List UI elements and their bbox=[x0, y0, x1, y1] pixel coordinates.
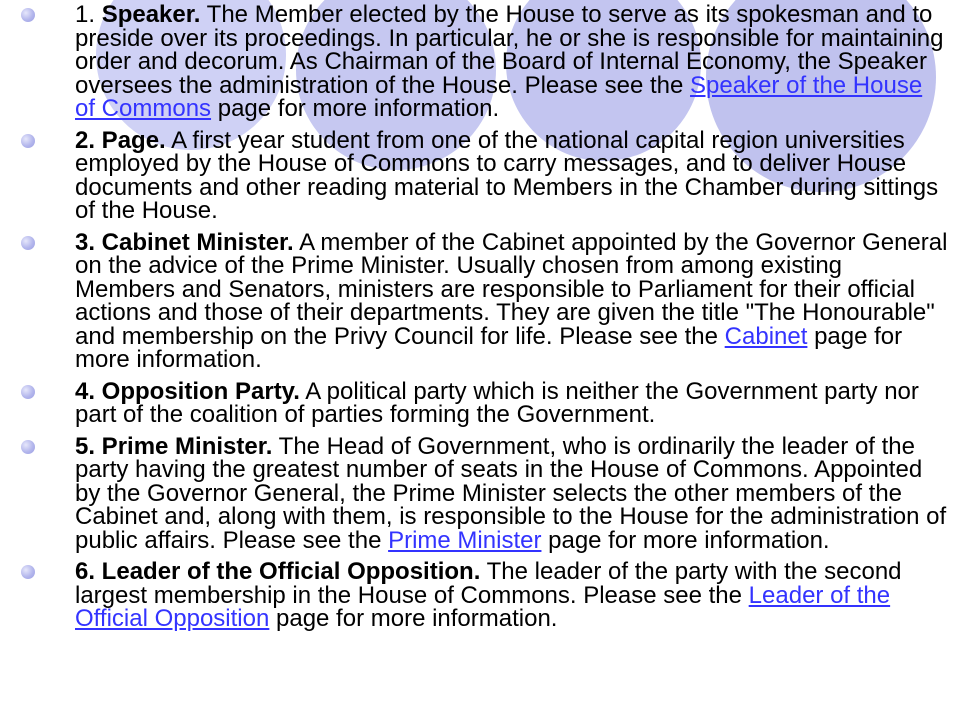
item-text-after: page for more information. bbox=[217, 95, 500, 122]
item-text: The leader of the party with the second largest membership in the House of Commons. Please see the bbox=[75, 558, 902, 609]
item-text: A political party which is neither the Government party nor part of the coalition of parties forming the Government. bbox=[75, 377, 919, 428]
leader-official-opposition-link[interactable]: Leader of the Official Opposition bbox=[75, 581, 891, 632]
glossary-item-speaker bbox=[0, 3, 960, 121]
item-number: 1. bbox=[75, 1, 96, 28]
glossary-item-leader-official-opposition bbox=[0, 560, 960, 631]
bullet-icon bbox=[21, 565, 35, 579]
item-term: Speaker. bbox=[101, 1, 201, 28]
bullet-icon bbox=[21, 440, 35, 454]
cabinet-link[interactable]: Cabinet bbox=[724, 322, 808, 350]
bullet-icon bbox=[21, 8, 35, 22]
glossary-item-opposition-party bbox=[0, 377, 960, 428]
item-text: A member of the Cabinet appointed by the Governor General on the advice of the Prime Minister. Usually chosen from among existing Members and Senators, ministers are responsible to Parliament for their official actions and those of their departments. They are given the title "The Honourable" and membership on the Privy Council for life. Please see the bbox=[75, 228, 948, 350]
item-text: The Head of Government, who is ordinarily the leader of the party having the greatest number of seats in the House of Commons. Appointed by the Governor General, the Prime Minister selects the other members of the Cabinet and, along with them, is responsible to the House for the administration of public affairs. Please see the bbox=[75, 432, 947, 554]
glossary-item-cabinet-minister bbox=[0, 228, 960, 373]
item-text-after: page for more information. bbox=[276, 605, 558, 632]
item-term: 6. Leader of the Official Opposition. bbox=[75, 558, 481, 585]
item-text: The Member elected by the House to serve as its spokesman and to preside over its proceedings. In particular, he or she is responsible for maintaining order and decorum. As Chairman of the Board of Internal Economy, the Speaker oversees the administration of the House. Please see the bbox=[75, 1, 944, 99]
glossary-item-page bbox=[0, 126, 960, 224]
speaker-link[interactable]: Speaker of the House of Commons bbox=[75, 71, 923, 122]
item-term: 2. Page. bbox=[75, 126, 166, 154]
item-text: A first year student from one of the national capital region universities employed by the House of Commons to carry messages, and to deliver House documents and other reading material to Members in the Chamber during sittings of the House. bbox=[75, 126, 939, 224]
item-term: 3. Cabinet Minister. bbox=[75, 228, 294, 256]
glossary-item-prime-minister bbox=[0, 432, 960, 554]
bullet-icon bbox=[21, 385, 35, 399]
item-term: 4. Opposition Party. bbox=[75, 377, 300, 405]
item-term: 5. Prime Minister. bbox=[75, 432, 273, 460]
prime-minister-link[interactable]: Prime Minister bbox=[388, 526, 542, 554]
bullet-icon bbox=[21, 134, 35, 148]
item-text-after: page for more information. bbox=[75, 322, 903, 373]
bullet-icon bbox=[21, 236, 35, 250]
item-text-after: page for more information. bbox=[548, 526, 830, 554]
glossary-list bbox=[0, 3, 960, 639]
